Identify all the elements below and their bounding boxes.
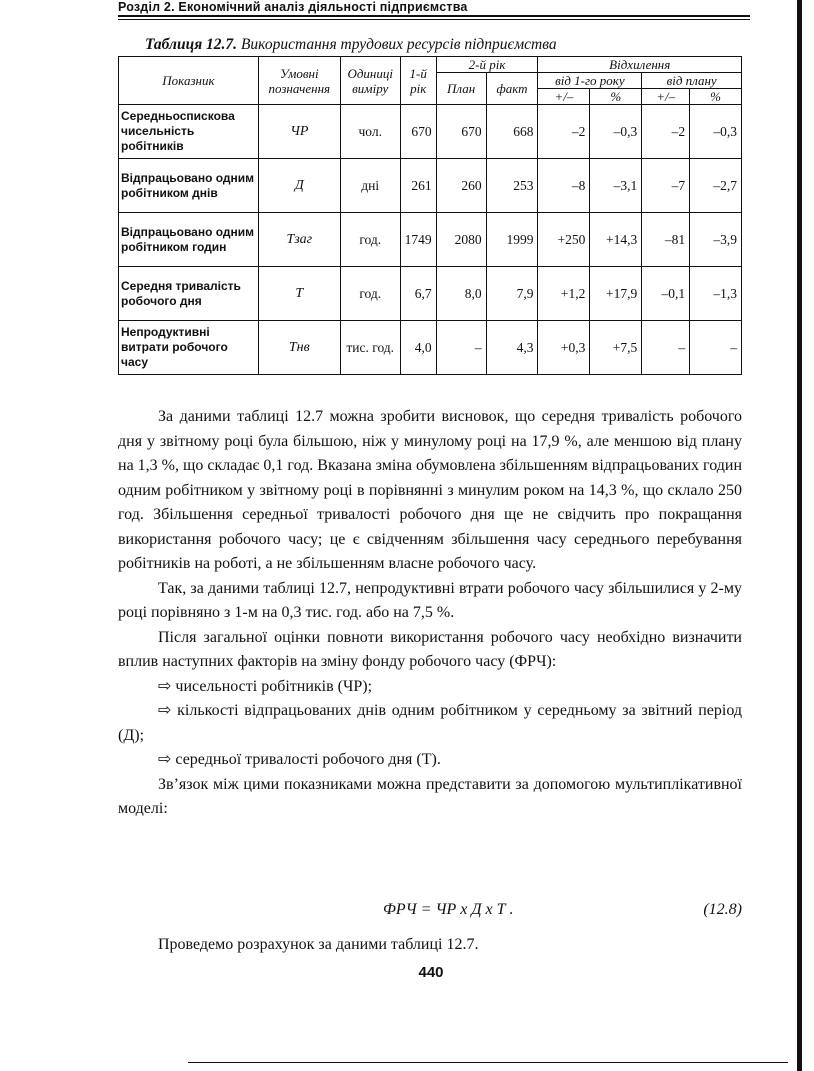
row-fact: 668 bbox=[486, 105, 538, 159]
row-fact: 1999 bbox=[486, 213, 538, 267]
header-rule bbox=[118, 15, 750, 17]
row-dev-plan-abs: –7 bbox=[642, 159, 690, 213]
running-header: Розділ 2. Економічний аналіз діяльності підприємства bbox=[118, 0, 468, 14]
row-symbol: Тнв bbox=[258, 321, 340, 375]
row-dev-year-pct: +7,5 bbox=[590, 321, 642, 375]
row-plan: – bbox=[436, 321, 486, 375]
row-dev-plan-abs: – bbox=[642, 321, 690, 375]
row-dev-year-abs: –2 bbox=[538, 105, 590, 159]
bullet-item: ⇨ кількості відпрацьованих днів одним робітником у середньому за звітний період (Д); bbox=[118, 702, 742, 744]
row-plan: 8,0 bbox=[436, 267, 486, 321]
row-dev-year-abs: +1,2 bbox=[538, 267, 590, 321]
table-row bbox=[119, 267, 742, 321]
row-plan: 2080 bbox=[436, 213, 486, 267]
row-dev-plan-abs: –81 bbox=[642, 213, 690, 267]
col-header-fact: факт bbox=[486, 73, 538, 105]
table-row bbox=[119, 213, 742, 267]
row-name: Відпрацьовано одним робітником днів bbox=[119, 159, 259, 213]
row-year1: 4,0 bbox=[400, 321, 436, 375]
col-header-from-plan: від плану bbox=[642, 73, 742, 89]
row-name: Середньоспискова чисельність робітників bbox=[119, 105, 259, 159]
row-symbol: Т bbox=[258, 267, 340, 321]
col-header-symbol: Умовні позначення bbox=[258, 57, 340, 105]
row-dev-plan-pct: –0,3 bbox=[690, 105, 742, 159]
row-fact: 4,3 bbox=[486, 321, 538, 375]
row-fact: 253 bbox=[486, 159, 538, 213]
row-dev-year-pct: –0,3 bbox=[590, 105, 642, 159]
bullet-item: ⇨ середньої тривалості робочого дня (Т). bbox=[158, 751, 441, 768]
page-edge-bar bbox=[797, 0, 802, 1071]
table-caption-label: Таблиця 12.7. bbox=[145, 36, 238, 53]
row-dev-plan-pct: –3,9 bbox=[690, 213, 742, 267]
row-dev-year-pct: +17,9 bbox=[590, 267, 642, 321]
row-dev-plan-abs: –2 bbox=[642, 105, 690, 159]
col-header-unit: Одиниці виміру bbox=[340, 57, 400, 105]
col-header-year1: 1-й рік bbox=[400, 57, 436, 105]
bullet-item: ⇨ чисельності робітників (ЧР); bbox=[158, 677, 373, 695]
col-header-percent-1: % bbox=[590, 89, 642, 105]
table-row bbox=[119, 159, 742, 213]
col-header-year2: 2-й рік bbox=[436, 57, 538, 73]
row-plan: 260 bbox=[436, 159, 486, 213]
row-year1: 6,7 bbox=[400, 267, 436, 321]
row-dev-plan-pct: –2,7 bbox=[690, 159, 742, 213]
row-symbol: Д bbox=[258, 159, 340, 213]
table-caption-title: Використання трудових ресурсів підприємства bbox=[240, 36, 557, 53]
bottom-rule bbox=[188, 1062, 788, 1063]
header-rule-thin bbox=[118, 19, 750, 20]
row-unit: год. bbox=[340, 267, 400, 321]
paragraph: Після загальної оцінки повноти використання робочого часу необхідно визначити вплив наступних факторів на зміну фонду робочого часу (ФРЧ): bbox=[118, 628, 742, 670]
col-header-plus-minus-2: +/– bbox=[642, 89, 690, 105]
row-name: Середня тривалість робочого дня bbox=[119, 267, 259, 321]
col-header-plan: План bbox=[436, 73, 486, 105]
row-name: Непродуктивні витрати робочого часу bbox=[119, 321, 259, 375]
table-caption bbox=[145, 36, 557, 54]
row-symbol: Тзаг bbox=[258, 213, 340, 267]
row-dev-plan-abs: –0,1 bbox=[642, 267, 690, 321]
col-header-percent-2: % bbox=[690, 89, 742, 105]
row-dev-year-abs: +0,3 bbox=[538, 321, 590, 375]
row-unit: чол. bbox=[340, 105, 400, 159]
row-year1: 261 bbox=[400, 159, 436, 213]
col-header-deviation: Відхилення bbox=[538, 57, 742, 73]
row-year1: 670 bbox=[400, 105, 436, 159]
row-dev-plan-pct: –1,3 bbox=[690, 267, 742, 321]
row-dev-year-pct: –3,1 bbox=[590, 159, 642, 213]
row-dev-year-abs: –8 bbox=[538, 159, 590, 213]
row-dev-year-pct: +14,3 bbox=[590, 213, 642, 267]
col-header-plus-minus-1: +/– bbox=[538, 89, 590, 105]
row-unit: год. bbox=[340, 213, 400, 267]
row-year1: 1749 bbox=[400, 213, 436, 267]
formula-expression: ФРЧ = ЧР х Д х Т . bbox=[383, 901, 514, 918]
table-row bbox=[119, 105, 742, 159]
col-header-from-year1: від 1-го року bbox=[538, 73, 642, 89]
paragraph: Зв’язок між цими показниками можна представити за допомогою мультиплікативної моделі: bbox=[118, 775, 742, 817]
closing-line: Проведемо розрахунок за даними таблиці 12.7. bbox=[158, 936, 479, 953]
page-number: 440 bbox=[418, 964, 444, 981]
row-fact: 7,9 bbox=[486, 267, 538, 321]
row-dev-plan-pct: – bbox=[690, 321, 742, 375]
col-header-indicator: Показник bbox=[119, 57, 259, 105]
row-plan: 670 bbox=[436, 105, 486, 159]
row-dev-year-abs: +250 bbox=[538, 213, 590, 267]
row-unit: тис. год. bbox=[340, 321, 400, 375]
body-text bbox=[118, 405, 742, 822]
paragraph: Так, за даними таблиці 12.7, непродуктивні втрати робочого часу збільшилися у 2-му році порівняно з 1-м на 0,3 тис. год. або на 7,5 %. bbox=[118, 579, 742, 621]
table-row bbox=[119, 321, 742, 375]
row-name: Відпрацьовано одним робітником годин bbox=[119, 213, 259, 267]
labor-resources-table bbox=[118, 56, 742, 375]
formula-number: (12.8) bbox=[703, 901, 742, 918]
row-unit: дні bbox=[340, 159, 400, 213]
row-symbol: ЧР bbox=[258, 105, 340, 159]
paragraph: За даними таблиці 12.7 можна зробити висновок, що середня тривалість робочого дня у звітному році була більшою, ніж у минулому році на 17,9 %, але меншою від плану на 1,3 %, що складає 0,1 год. Вказана зміна обумовлена збільшенням відпрацьованих годин одним робітником у звітному році в порівнянні з минулим роком на 14,3 %, що склало 250 год. Збільшення середньої тривалості робочого дня ще не свідчить про покращання використання робочого часу; це є свідченням збільшення часу середнього перебування робітників на роботі, а не збільшенням власне робочого часу. bbox=[118, 408, 742, 572]
